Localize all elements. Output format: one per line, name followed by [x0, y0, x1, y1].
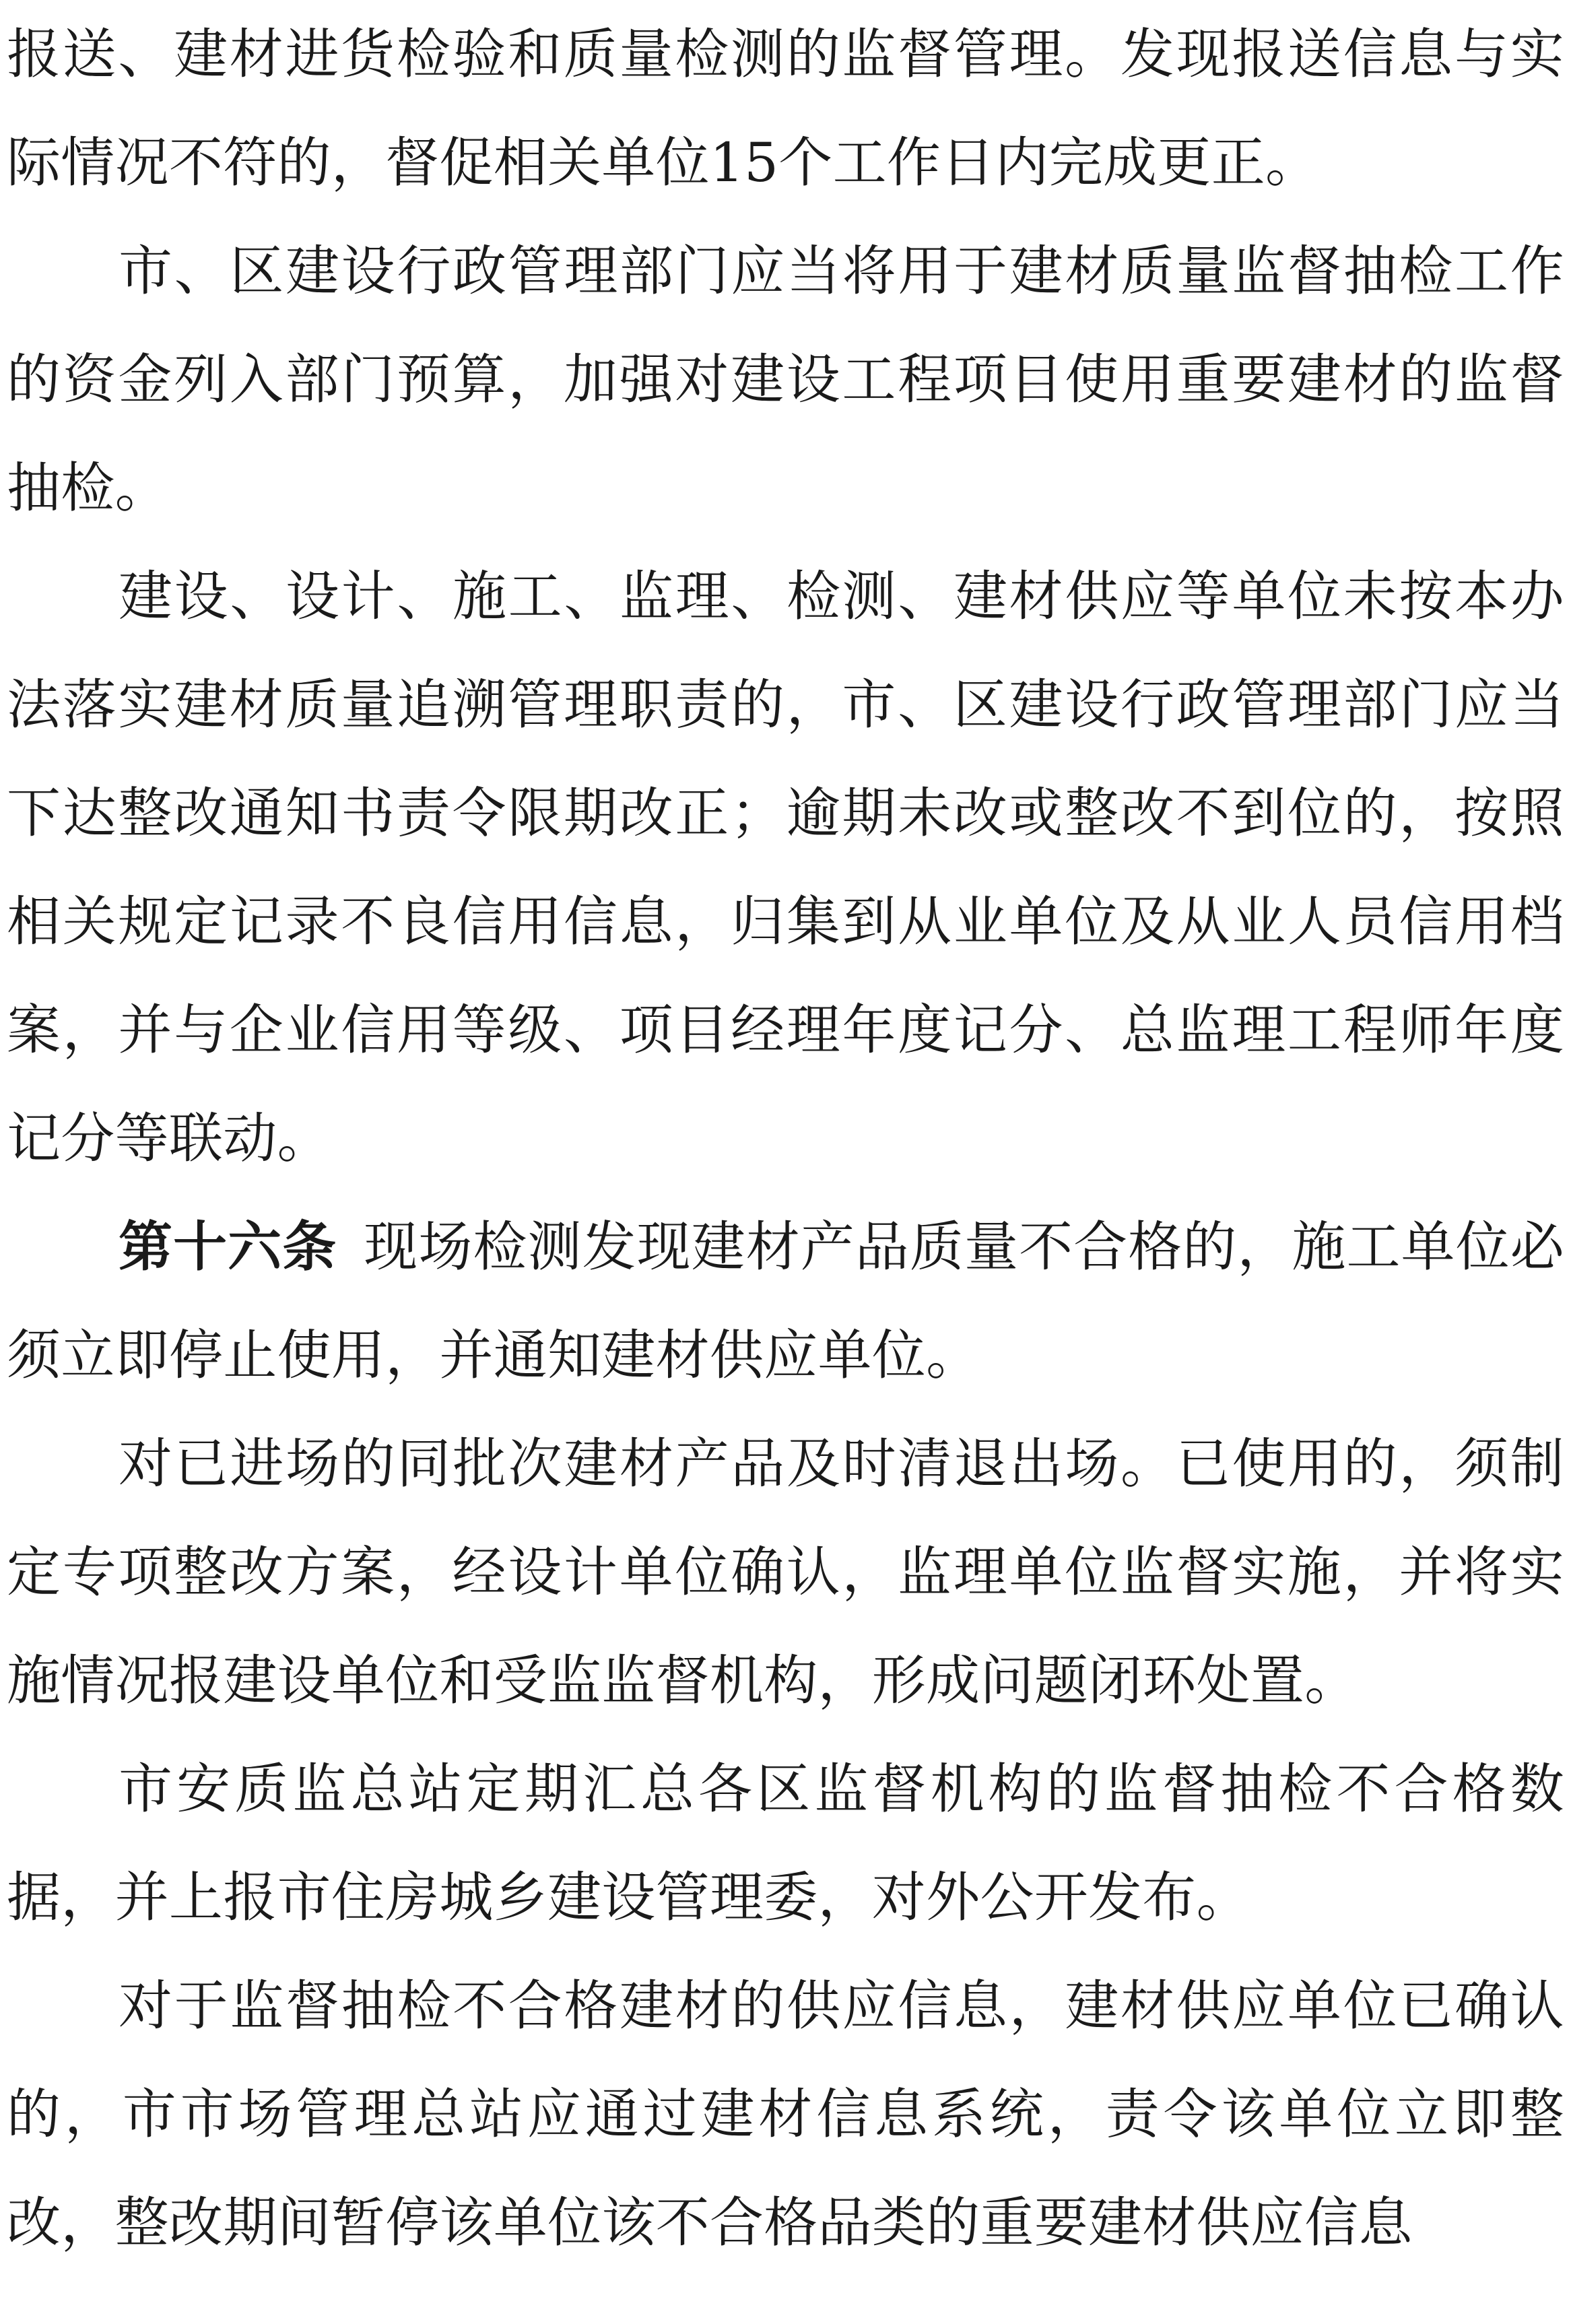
paragraph-article-16: [7, 1193, 1564, 1409]
article-heading: 第十六条: [119, 1216, 337, 1278]
paragraph-text: 对于监督抽检不合格建材的供应信息，建材供应单位已确认的，市市场管理总站应通过建材信息系统，责令该单位立即整改，整改期间暂停该单位该不合格品类的重要建材供应信息: [7, 1974, 1564, 2254]
paragraph-supply-info: [7, 1952, 1564, 2277]
paragraph-text: 建设、设计、施工、监理、检测、建材供应等单位未按本办法落实建材质量追溯管理职责的，市、区建设行政管理部门应当下达整改通知书责令限期改正；逾期未改或整改不到位的，按照相关规定记录不良信用信息，归集到从业单位及从业人员信用档案，并与企业信用等级、项目经理年度记分、总监理工程师年度记分等联动。: [7, 565, 1564, 1170]
paragraph-text: 市、区建设行政管理部门应当将用于建材质量监督抽检工作的资金列入部门预算，加强对建设工程项目使用重要建材的监督抽检。: [7, 240, 1564, 519]
paragraph-rectification: [7, 1409, 1564, 1735]
document-body: [7, 0, 1564, 2277]
paragraph-text: 报送、建材进货检验和质量检测的监督管理。发现报送信息与实际情况不符的，督促相关单位15个工作日内完成更正。: [7, 23, 1564, 194]
paragraph-text: 对已进场的同批次建材产品及时清退出场。已使用的，须制定专项整改方案，经设计单位确认，监理单位监督实施，并将实施情况报建设单位和受监监督机构，形成问题闭环处置。: [7, 1432, 1564, 1712]
paragraph-continuation: [7, 0, 1564, 217]
paragraph-responsibility: [7, 542, 1564, 1193]
paragraph-text: 市安质监总站定期汇总各区监督机构的监督抽检不合格数据，并上报市住房城乡建设管理委，对外公开发布。: [7, 1758, 1564, 1929]
paragraph-budget: [7, 217, 1564, 542]
paragraph-publication: [7, 1735, 1564, 1952]
paragraph-text: 现场检测发现建材产品质量不合格的，施工单位必须立即停止使用，并通知建材供应单位。: [7, 1216, 1564, 1387]
